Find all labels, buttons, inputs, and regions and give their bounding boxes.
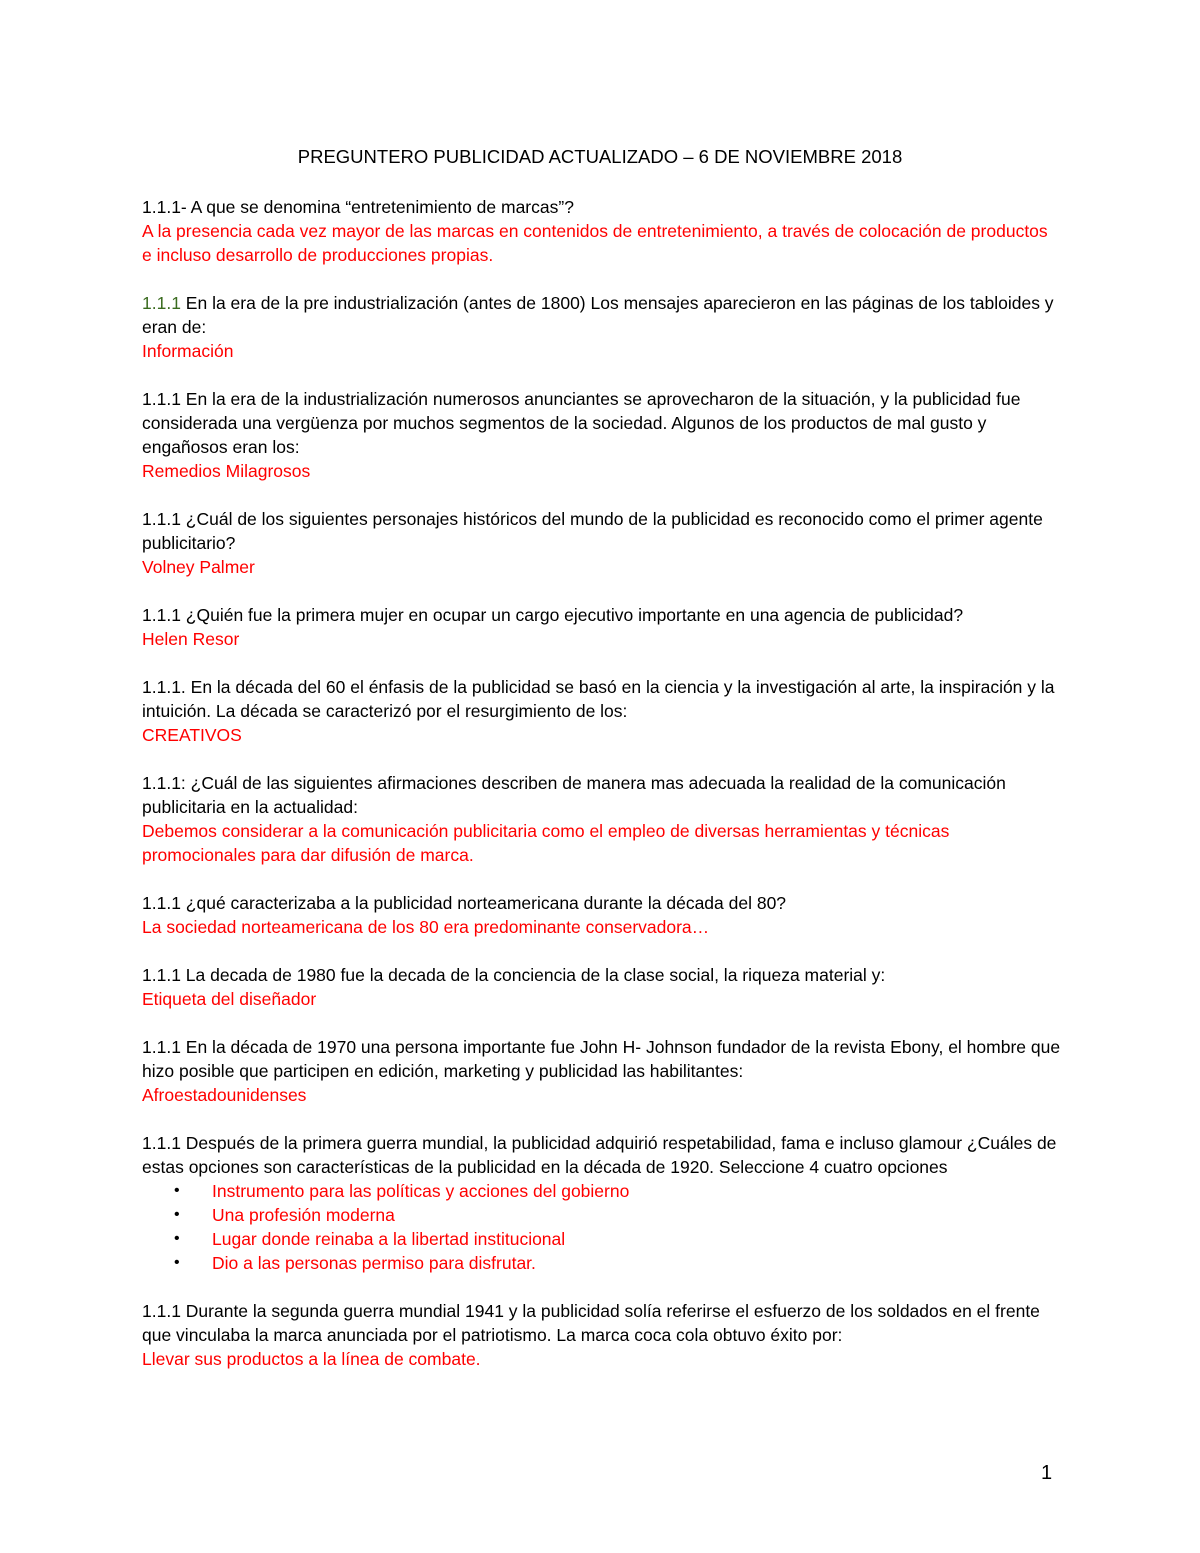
answer-text: Helen Resor — [142, 629, 240, 649]
bullet-icon: • — [174, 1254, 180, 1271]
answer-text: Afroestadounidenses — [142, 1085, 307, 1105]
question-text: 1.1.1 ¿Cuál de los siguientes personajes históricos del mundo de la publicidad es reconocido como el primer agente publicitario? — [142, 509, 1043, 553]
answer-text: Una profesión moderna — [212, 1205, 395, 1225]
question-text: 1.1.1 Durante la segunda guerra mundial 1941 y la publicidad solía referirse el esfuerzo de los soldados en el frente que vinculaba la marca anunciada por el patriotismo. La marca coca cola obtuvo éxito por: — [142, 1301, 1040, 1345]
question-block — [142, 675, 1062, 747]
question-block — [142, 771, 1062, 867]
answer-list — [142, 1179, 1062, 1275]
question-block — [142, 963, 1062, 1011]
question-text: 1.1.1 Después de la primera guerra mundial, la publicidad adquirió respetabilidad, fama e incluso glamour ¿Cuáles de estas opciones son características de la publicidad en la década de 1920. Seleccione 4 cuatro opciones — [142, 1133, 1057, 1177]
answer-text: Llevar sus productos a la línea de combate. — [142, 1349, 481, 1369]
question-text: 1.1.1 La decada de 1980 fue la decada de la conciencia de la clase social, la riqueza material y: — [142, 965, 886, 985]
document-title: PREGUNTERO PUBLICIDAD ACTUALIZADO – 6 DE NOVIEMBRE 2018 — [297, 146, 903, 167]
question-text — [142, 291, 1062, 339]
question-text: 1.1.1 En la década de 1970 una persona importante fue John H- Johnson fundador de la revista Ebony, el hombre que hizo posible que participen en edición, marketing y publicidad las habilitantes: — [142, 1037, 1061, 1081]
bullet-icon: • — [174, 1230, 180, 1247]
question-text: 1.1.1: ¿Cuál de las siguientes afirmaciones describen de manera mas adecuada la realidad de la comunicación publicitaria en la actualidad: — [142, 773, 1006, 817]
question-block — [142, 507, 1062, 579]
bullet-icon: • — [174, 1206, 180, 1223]
question-block — [142, 1131, 1062, 1275]
question-block — [142, 891, 1062, 939]
answer-text: Instrumento para las políticas y acciones del gobierno — [212, 1181, 630, 1201]
answer-text: Lugar donde reinaba a la libertad institucional — [212, 1229, 566, 1249]
question-text: 1.1.1 ¿Quién fue la primera mujer en ocupar un cargo ejecutivo importante en una agencia de publicidad? — [142, 605, 964, 625]
answer-text: Información — [142, 341, 234, 361]
question-block — [142, 1035, 1062, 1107]
answer-text: Remedios Milagrosos — [142, 461, 311, 481]
list-item — [142, 1251, 1062, 1275]
answer-text: CREATIVOS — [142, 725, 242, 745]
answer-text: Etiqueta del diseñador — [142, 989, 317, 1009]
answer-text: Debemos considerar a la comunicación publicitaria como el empleo de diversas herramientas y técnicas promocionales para dar difusión de marca. — [142, 821, 950, 865]
question-block — [142, 291, 1062, 363]
question-number: 1.1.1 — [142, 293, 181, 313]
question-text: 1.1.1 En la era de la industrialización numerosos anunciantes se aprovecharon de la situación, y la publicidad fue considerada una vergüenza por muchos segmentos de la sociedad. Algunos de los productos de mal gusto y engañosos eran los: — [142, 389, 1021, 457]
page-number: 1 — [1041, 1462, 1053, 1484]
document-body — [142, 195, 1062, 1395]
question-text: 1.1.1 ¿qué caracterizaba a la publicidad norteamericana durante la década del 80? — [142, 893, 787, 913]
question-block — [142, 603, 1062, 651]
list-item — [142, 1203, 1062, 1227]
list-item — [142, 1227, 1062, 1251]
answer-text: Volney Palmer — [142, 557, 255, 577]
list-item — [142, 1179, 1062, 1203]
question-block — [142, 387, 1062, 483]
question-text: 1.1.1- A que se denomina “entretenimiento de marcas”? — [142, 197, 574, 217]
answer-text: A la presencia cada vez mayor de las marcas en contenidos de entretenimiento, a través de colocación de productos e incluso desarrollo de producciones propias. — [142, 221, 1048, 265]
answer-text: Dio a las personas permiso para disfrutar. — [212, 1253, 536, 1273]
bullet-icon: • — [174, 1182, 180, 1199]
question-text: 1.1.1. En la década del 60 el énfasis de la publicidad se basó en la ciencia y la investigación al arte, la inspiración y la intuición. La década se caracterizó por el resurgimiento de los: — [142, 677, 1055, 721]
question-body: En la era de la pre industrialización (antes de 1800) Los mensajes aparecieron en las páginas de los tabloides y eran de: — [142, 293, 1054, 337]
question-block — [142, 195, 1062, 267]
question-block — [142, 1299, 1062, 1371]
answer-text: La sociedad norteamericana de los 80 era predominante conservadora… — [142, 917, 710, 937]
